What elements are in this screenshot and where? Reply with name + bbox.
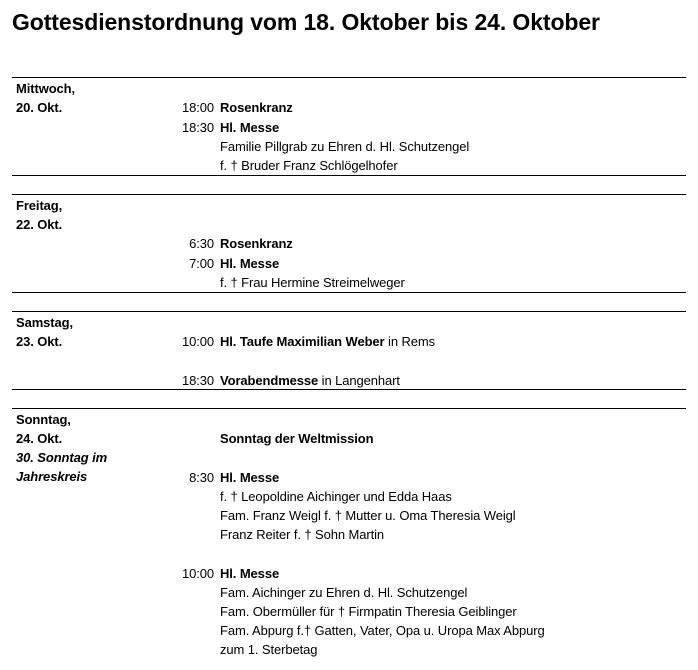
day-heading: Sonntag der Weltmission [220, 431, 374, 446]
section-divider [12, 408, 686, 409]
event-name: Rosenkranz [220, 236, 293, 251]
event-time: 6:30 [189, 236, 214, 251]
intention-line: f. † Frau Hermine Streimelweger [220, 275, 405, 290]
date-label: 22. Okt. [16, 217, 63, 232]
section-divider [12, 389, 686, 390]
weekday-label: Sonntag, [16, 412, 71, 427]
intention-line: f. † Bruder Franz Schlögelhofer [220, 158, 398, 173]
intention-line: Franz Reiter f. † Sohn Martin [220, 527, 384, 542]
intention-line: Familie Pillgrab zu Ehren d. Hl. Schutzengel [220, 139, 470, 154]
liturgical-note: 30. Sonntag im [16, 450, 108, 465]
liturgical-note: Jahreskreis [16, 469, 88, 484]
event-name: Hl. Taufe Maximilian Weber [220, 334, 385, 349]
date-label: 20. Okt. [16, 100, 63, 115]
intention-line: Fam. Aichinger zu Ehren d. Hl. Schutzengel [220, 585, 468, 600]
event-description [220, 371, 400, 390]
page-title: Gottesdienstordnung vom 18. Oktober bis 24. Oktober [12, 9, 600, 35]
event-time: 18:30 [181, 373, 214, 388]
section-divider [12, 194, 686, 195]
intention-line: zum 1. Sterbetag [220, 642, 318, 657]
event-description [220, 332, 435, 351]
event-name: Hl. Messe [220, 470, 280, 485]
intention-line: Fam. Abpurg f.† Gatten, Vater, Opa u. Uropa Max Abpurg [220, 623, 545, 638]
event-name: Hl. Messe [220, 120, 280, 135]
event-name: Vorabendmesse [220, 373, 319, 388]
event-name: Hl. Messe [220, 256, 280, 271]
date-label: 23. Okt. [16, 334, 63, 349]
event-name: Hl. Messe [220, 566, 280, 581]
event-name: Rosenkranz [220, 100, 293, 115]
event-time: 10:00 [181, 334, 214, 349]
intention-line: Fam. Obermüller für † Firmpatin Theresia Geiblinger [220, 604, 517, 619]
event-time: 8:30 [189, 470, 214, 485]
event-time: 10:00 [181, 566, 214, 581]
section-divider [12, 175, 686, 176]
section-divider [12, 311, 686, 312]
intention-line: Fam. Franz Weigl f. † Mutter u. Oma Theresia Weigl [220, 508, 516, 523]
intention-line: f. † Leopoldine Aichinger und Edda Haas [220, 489, 452, 504]
date-label: 24. Okt. [16, 431, 63, 446]
weekday-label: Samstag, [16, 315, 74, 330]
weekday-label: Freitag, [16, 198, 63, 213]
event-location: in Langenhart [318, 373, 400, 388]
event-time: 18:30 [181, 120, 214, 135]
event-time: 7:00 [189, 256, 214, 271]
section-divider [12, 292, 686, 293]
event-time: 18:00 [181, 100, 214, 115]
weekday-label: Mittwoch, [16, 81, 76, 96]
section-divider [12, 77, 686, 78]
event-location: in Rems [384, 334, 436, 349]
